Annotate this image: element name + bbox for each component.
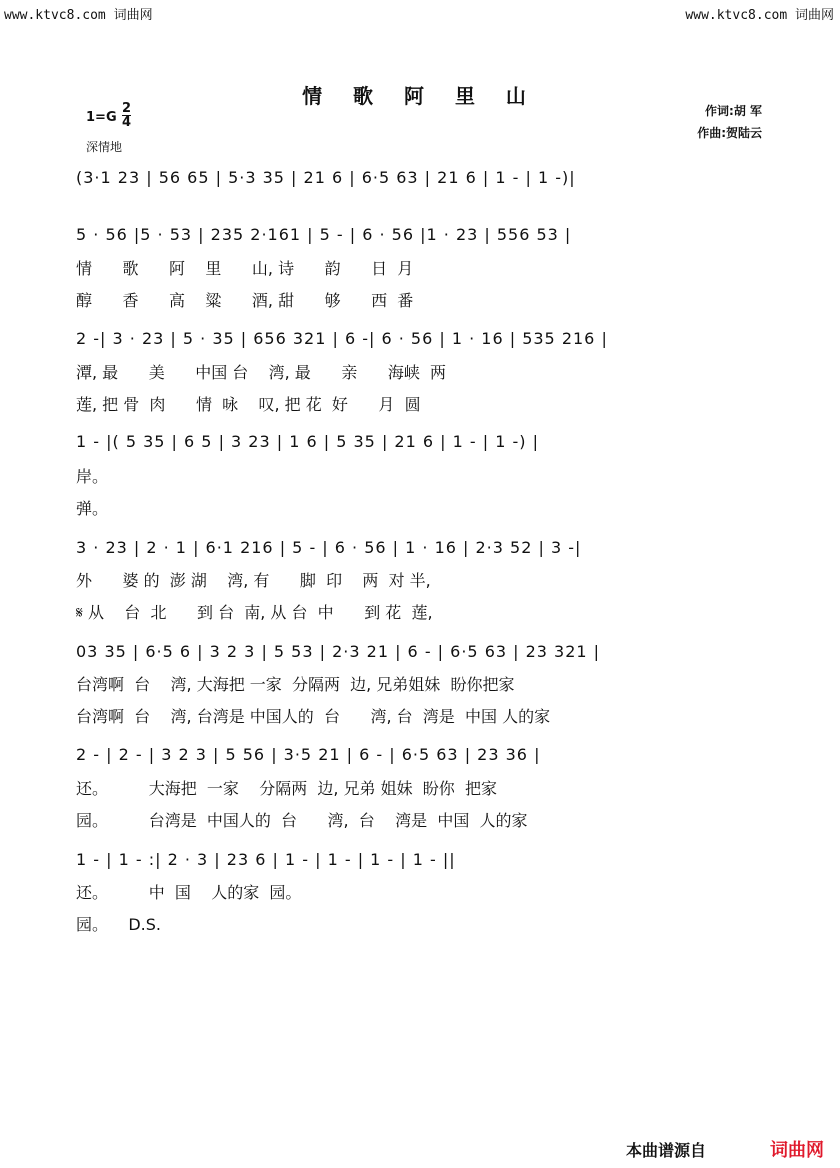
lyric-line: 台湾啊 台 湾, 大海把 一家 分隔两 边, 兄弟姐妹 盼你把家 bbox=[76, 675, 515, 694]
staff-row-4 bbox=[76, 432, 760, 451]
staff-row-1 bbox=[76, 168, 760, 187]
lyric-line: 还。 中 国 人的家 园。 bbox=[76, 883, 302, 902]
lyric-line: 园。 台湾是 中国人的 台 湾, 台 湾是 中国 人的家 bbox=[76, 811, 528, 830]
lyric-line: 潭, 最 美 中国 台 湾, 最 亲 海峡 两 bbox=[76, 363, 447, 382]
time-signature bbox=[122, 102, 131, 129]
staff-row-3 bbox=[76, 329, 760, 348]
time-denominator: 4 bbox=[122, 115, 132, 130]
tempo-mood: 深情地 bbox=[86, 140, 123, 154]
song-title: 情 歌 阿 里 山 bbox=[302, 84, 538, 108]
notation-line: 03 35 | 6·5 6 | 3 2 3 | 5 53 | 2·3 21 | 6 - | 6·5 63 | 23 321 | bbox=[76, 642, 601, 661]
lyric-line: 莲, 把 骨 肉 情 咏 叹, 把 花 好 月 圆 bbox=[76, 395, 421, 414]
lyric-line: 外 婆 的 澎 湖 湾, 有 脚 印 两 对 半, bbox=[76, 571, 431, 590]
composer-credit: 作曲:贺陆云 bbox=[697, 126, 762, 140]
time-numerator: 2 bbox=[122, 101, 132, 116]
notation-line: 2 - | 2 - | 3 2 3 | 5 56 | 3·5 21 | 6 - | 6·5 63 | 23 36 | bbox=[76, 745, 541, 764]
lyric-line: 醇 香 高 粱 酒, 甜 够 西 番 bbox=[76, 291, 414, 310]
lyric-line: 园。 D.S. bbox=[76, 915, 161, 934]
lyric-line: 台湾啊 台 湾, 台湾是 中国人的 台 湾, 台 湾是 中国 人的家 bbox=[76, 707, 551, 726]
staff-row-7 bbox=[76, 745, 760, 764]
lyricist-credit: 作词:胡 军 bbox=[705, 104, 762, 118]
lyric-line: 还。 大海把 一家 分隔两 边, 兄弟 姐妹 盼你 把家 bbox=[76, 779, 497, 798]
staff-row-5 bbox=[76, 538, 760, 557]
lyric-line: 𝄋 从 台 北 到 台 南, 从 台 中 到 花 莲, bbox=[76, 603, 433, 622]
staff-row-8 bbox=[76, 850, 760, 869]
source-label: 本曲谱源自 bbox=[626, 1141, 707, 1160]
notation-line: 5 · 56 |5 · 53 | 235 2·161 | 5 - | 6 · 56 |1 · 23 | 556 53 | bbox=[76, 225, 572, 244]
key-signature: 1=G bbox=[86, 110, 117, 125]
notation-line: 3 · 23 | 2 · 1 | 6·1 216 | 5 - | 6 · 56 | 1 · 16 | 2·3 52 | 3 -| bbox=[76, 538, 582, 557]
staff-row-2 bbox=[76, 225, 760, 244]
notation-line: 1 - | 1 - :| 2 · 3 | 23 6 | 1 - | 1 - | 1 - | 1 - || bbox=[76, 850, 456, 869]
notation-line: 2 -| 3 · 23 | 5 · 35 | 656 321 | 6 -| 6 · 56 | 1 · 16 | 535 216 | bbox=[76, 329, 608, 348]
watermark-right: www.ktvc8.com 词曲网 bbox=[685, 8, 834, 23]
lyric-line: 情 歌 阿 里 山, 诗 韵 日 月 bbox=[76, 259, 414, 278]
staff-row-6 bbox=[76, 642, 760, 661]
site-logo-label[interactable]: 词曲网 bbox=[770, 1140, 824, 1161]
notation-line: 1 - |( 5 35 | 6 5 | 3 23 | 1 6 | 5 35 | 21 6 | 1 - | 1 -) | bbox=[76, 432, 539, 451]
lyric-line: 弹。 bbox=[76, 499, 109, 518]
lyric-line: 岸。 bbox=[76, 467, 109, 486]
watermark-left: www.ktvc8.com 词曲网 bbox=[4, 8, 153, 23]
notation-line: (3·1 23 | 56 65 | 5·3 35 | 21 6 | 6·5 63 | 21 6 | 1 - | 1 -)| bbox=[76, 168, 576, 187]
